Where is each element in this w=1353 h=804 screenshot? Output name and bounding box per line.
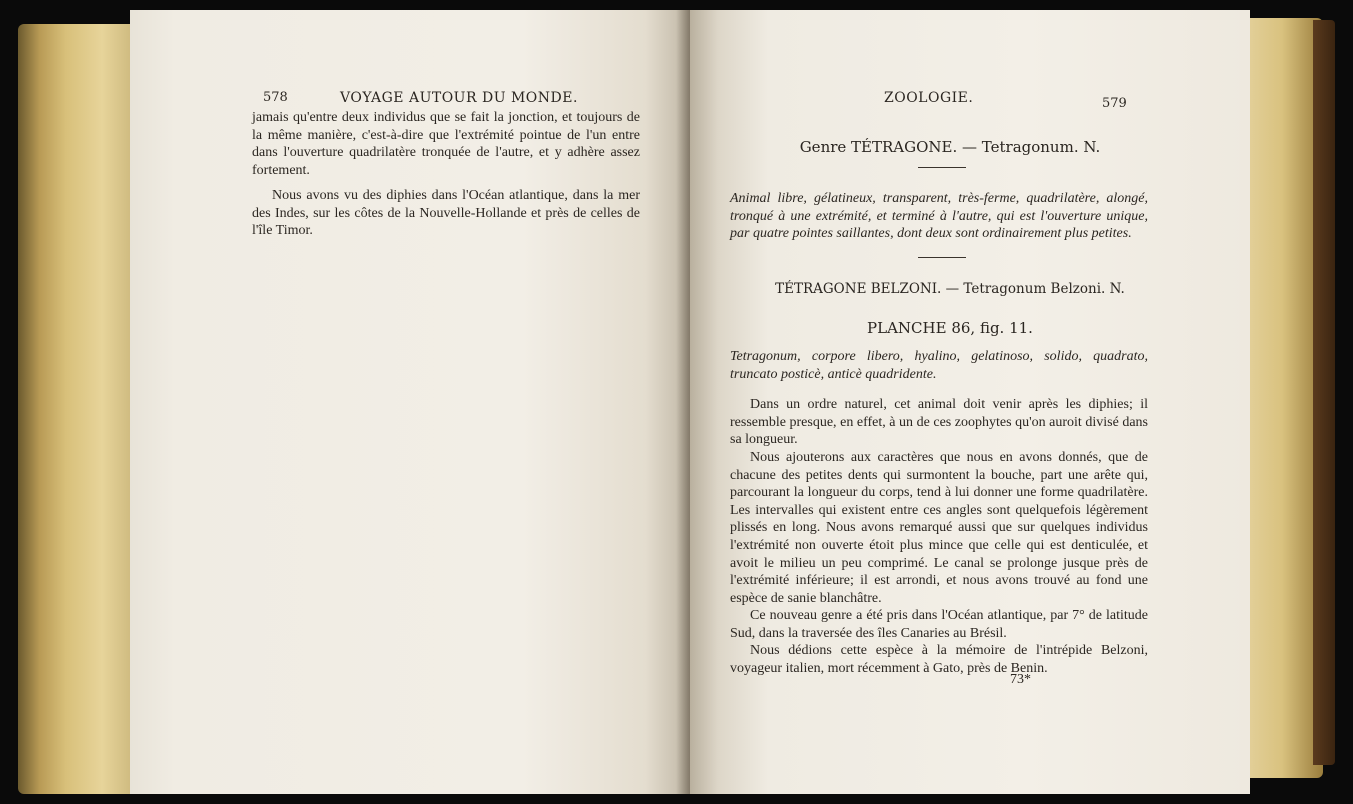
book-cover-edge	[1313, 20, 1335, 765]
left-page	[130, 10, 690, 794]
left-paragraph-2: Nous avons vu des diphies dans l'Océan atlantique, dans la mer des Indes, sur les côtes de la Nouvelle-Hollande et près de celles de l'île Timor.	[252, 188, 640, 239]
genus-description: Animal libre, gélatineux, transparent, très-ferme, quadrilatère, alongé, tronqué à une extrémité, et terminé à l'autre, qui est l'ouverture unique, par quatre pointes saillantes, dont deux sont ordinairement plus petites.	[730, 191, 1148, 242]
left-folio: 578	[263, 90, 288, 105]
right-paragraph-2: Nous ajouterons aux caractères que nous en avons donnés, que de chacune des petites dents qui surmontent la bouche, part une arête qui, parcourant la longueur du corps, tend à lui donner une forme quadrilatère. Les intervalles qui existent entre ces angles sont quelquefois légèrement plissés en long. Nous avons remarqué aussi que sur quelques individus l'extrémité non ouverte étoit plus mince que celle qui est denticulée, et avoit le milieu un peu comprimé. Le canal se prolonge jusque près de l'extrémité inférieure; il est arrondi, et nous avons trouvé au fond une espèce de sanie blanchâtre.	[730, 450, 1148, 606]
left-paragraph-1: jamais qu'entre deux individus que se fait la jonction, et toujours de la même manière, c'est-à-dire que l'extrémité pointue de l'un entre dans l'ouverture quadrilatère tronquée de l'autre, et y adhère assez fortement.	[252, 110, 640, 178]
genus-heading: Genre TÉTRAGONE. — Tetragonum. N.	[799, 138, 1101, 156]
right-paragraph-1: Dans un ordre naturel, cet animal doit venir après les diphies; il ressemble presque, en effet, à un de ces zoophytes qu'on auroit divisé dans sa longueur.	[730, 397, 1148, 448]
right-paragraph-3: Ce nouveau genre a été pris dans l'Océan atlantique, par 7° de latitude Sud, dans la traversée des îles Canaries au Brésil.	[730, 608, 1148, 641]
right-page	[690, 10, 1250, 794]
left-running-head: VOYAGE AUTOUR DU MONDE.	[340, 90, 578, 106]
right-running-head: ZOOLOGIE.	[884, 90, 974, 106]
right-paragraph-4: Nous dédions cette espèce à la mémoire de l'intrépide Belzoni, voyageur italien, mort récemment à Gato, près de Benin.	[730, 643, 1148, 676]
species-heading: TÉTRAGONE BELZONI. — Tetragonum Belzoni. N.	[775, 281, 1125, 297]
divider-2	[918, 257, 966, 258]
signature-mark: 73*	[1010, 672, 1031, 687]
plate-reference: PLANCHE 86, fig. 11.	[867, 319, 1033, 337]
left-page-edges	[18, 24, 138, 794]
right-folio: 579	[1102, 96, 1127, 111]
divider-1	[918, 167, 966, 168]
latin-diagnosis: Tetragonum, corpore libero, hyalino, gelatinoso, solido, quadrato, truncato posticè, anticè quadridente.	[730, 349, 1148, 382]
